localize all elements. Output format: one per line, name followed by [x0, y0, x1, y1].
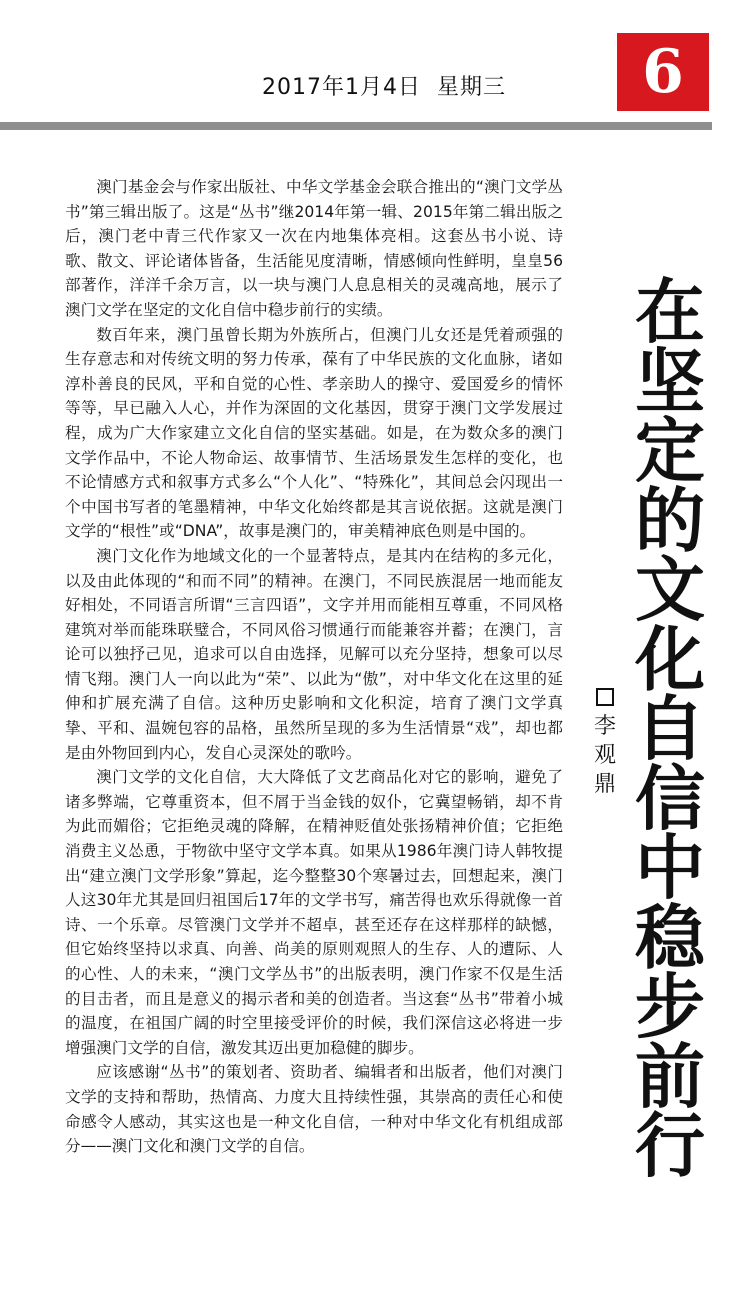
article-paragraph: 澳门基金会与作家出版社、中华文学基金会联合推出的“澳门文学丛书”第三辑出版了。这是“丛书”继2014年第一辑、2015年第二辑出版之后，澳门老中青三代作家又一次在内地集体亮相。这套丛书小说、诗歌、散文、评论诸体皆备，生活能见度清晰，情感倾向性鲜明，皇皇56部著作，洋洋千余万言，以一块与澳门人息息相关的灵魂高地，展示了澳门文学在坚定的文化自信中稳步前行的实绩。: [65, 178, 563, 319]
article-paragraph: 数百年来，澳门虽曾长期为外族所占，但澳门儿女还是凭着顽强的生存意志和对传统文明的努力传承，葆有了中华民族的文化血脉，诸如淳朴善良的民风，平和自觉的心性、孝亲助人的操守、爱国爱乡的情怀等等，早已融入人心，并作为深固的文化基因，贯穿于澳门文学发展过程，成为广大作家建立文化自信的坚实基础。如是，在为数众多的澳门文学作品中，不论人物命运、故事情节、生活场景发生怎样的变化，也不论情感方式和叙事方式多么“个人化”、“特殊化”，其间总会闪现出一个中国书写者的笔墨精神，中华文化始终都是其言说依据。这就是澳门文学的“根性”或“DNA”，故事是澳门的，审美精神底色则是中国的。: [65, 325, 563, 541]
article-paragraph: 澳门文化作为地域文化的一个显著特点，是其内在结构的多元化，以及由此体现的“和而不同”的精神。在澳门，不同民族混居一地而能友好相处，不同语言所谓“三言四语”，文字并用而能相互尊重，不同风格建筑对举而能珠联璧合，不同风俗习惯通行而能兼容并蓄；在澳门，言论可以独抒己见，追求可以自由选择，见解可以充分坚持，想象可以尽情飞翔。澳门人一向以此为“荣”、以此为“傲”，对中华文化在这里的延伸和扩展充满了自信。这种历史影响和文化积淀，培育了澳门文学真挚、平和、温婉包容的品格，虽然所呈现的多为生活情景“戏”，却也都是由外物回到内心，发自心灵深处的歌吟。: [65, 546, 563, 762]
header-divider: [0, 122, 712, 130]
byline-square-icon: [596, 688, 614, 706]
article-paragraph: 澳门文学的文化自信，大大降低了文艺商品化对它的影响，避免了诸多弊端，它尊重资本，但不屑于当金钱的奴仆，它冀望畅销，却不肯为此而媚俗；它拒绝灵魂的降解，在精神贬值处张扬精神价值；它拒绝消费主义怂恿，于物欲中坚守文学本真。如果从1986年澳门诗人韩牧提出“建立澳门文学形象”算起，迄今整整30个寒暑过去，回想起来，澳门人这30年尤其是回归祖国后17年的文学书写，痛苦得也欢乐得就像一首诗、一个乐章。尽管澳门文学并不超卓，甚至还存在这样那样的缺憾，但它始终坚持以求真、向善、尚美的原则观照人的生存、人的遭际、人的心性、人的未来，“澳门文学丛书”的出版表明，澳门作家不仅是生活的目击者，而且是意义的揭示者和美的创造者。当这套“丛书”带着小城的温度，在祖国广阔的时空里接受评价的时候，我们深信这必将进一步增强澳门文学的自信，激发其迈出更加稳健的脚步。: [65, 768, 563, 1057]
article-headline: 在 坚 定 的 文 化 自 信 中 稳 步 前 行: [635, 271, 705, 1187]
author-name: 李 观 鼎: [593, 714, 616, 797]
article-body: [65, 175, 563, 1159]
issue-date: 2017年1月4日 星期三: [262, 75, 506, 100]
author-byline: [591, 688, 619, 799]
page-number-badge: 6: [617, 33, 709, 111]
article-paragraph: 应该感谢“丛书”的策划者、资助者、编辑者和出版者，他们对澳门文学的支持和帮助，热情高、力度大且持续性强，其崇高的责任心和使命感令人感动，其实这也是一种文化自信，一种对中华文化有机组成部分——澳门文化和澳门文学的自信。: [65, 1063, 563, 1156]
